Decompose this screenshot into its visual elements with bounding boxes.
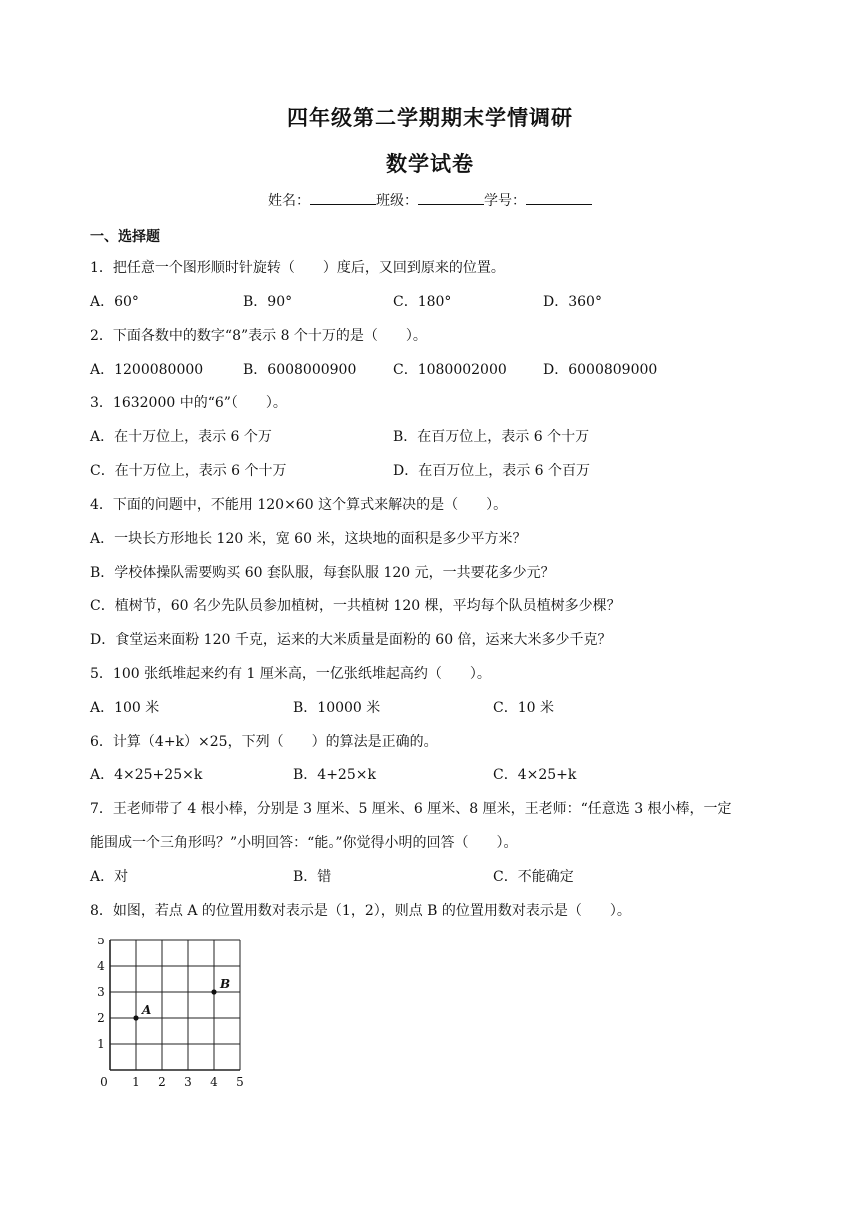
class-label: 班级： bbox=[376, 193, 418, 209]
y-tick-label: 4 bbox=[97, 959, 105, 973]
question-stem: 2．下面各数中的数字“8”表示 8 个十万的是（ ）。 bbox=[90, 328, 427, 344]
y-tick-label: 5 bbox=[97, 938, 105, 947]
option: C．在十万位上，表示 6 个十万 bbox=[90, 463, 287, 479]
question-stem: 1．把任意一个图形顺时针旋转（ ）度后，又回到原来的位置。 bbox=[90, 260, 505, 276]
x-tick-label: 1 bbox=[132, 1075, 140, 1089]
exam-subtitle: 数学试卷 bbox=[386, 152, 474, 176]
x-tick-label: 2 bbox=[158, 1075, 166, 1089]
question-stem: 5．100 张纸堆起来约有 1 厘米高，一亿张纸堆起高约（ ）。 bbox=[90, 666, 491, 682]
option: A．一块长方形地长 120 米，宽 60 米，这块地的面积是多少平方米？ bbox=[90, 531, 527, 547]
x-tick-label: 3 bbox=[184, 1075, 192, 1089]
option: A．1200080000 bbox=[90, 362, 204, 378]
section-title: 一、选择题 bbox=[90, 229, 160, 245]
name-blank[interactable] bbox=[310, 192, 376, 205]
question-stem: 8．如图，若点 A 的位置用数对表示是（1，2），则点 B 的位置用数对表示是（ ）。 bbox=[90, 903, 631, 919]
option: D．在百万位上，表示 6 个百万 bbox=[393, 463, 591, 479]
option: C．10 米 bbox=[493, 700, 554, 716]
option: D．360° bbox=[543, 294, 602, 310]
option: B．10000 米 bbox=[293, 700, 381, 716]
exam-title: 四年级第二学期期末学情调研 bbox=[287, 106, 573, 130]
option: C．4×25+k bbox=[493, 767, 577, 783]
y-tick-label: 2 bbox=[97, 1011, 105, 1025]
question-stem: 7．王老师带了 4 根小棒，分别是 3 厘米、5 厘米、6 厘米、8 厘米，王老师：“任意选 3 根小棒，一定 bbox=[90, 801, 732, 817]
point-a bbox=[133, 1015, 138, 1020]
number-label: 学号： bbox=[484, 193, 526, 209]
option: B．4+25×k bbox=[293, 767, 376, 783]
option: A．4×25+25×k bbox=[90, 767, 203, 783]
option: A．在十万位上，表示 6 个万 bbox=[90, 429, 272, 445]
question-stem-continued: 能围成一个三角形吗？”小明回答：“能。”你觉得小明的回答（ ）。 bbox=[90, 835, 518, 851]
option: A．100 米 bbox=[90, 700, 160, 716]
name-label: 姓名： bbox=[268, 193, 310, 209]
coordinate-grid bbox=[90, 938, 260, 1098]
y-tick-label: 3 bbox=[97, 985, 105, 999]
option: B．90° bbox=[243, 294, 293, 310]
number-blank[interactable] bbox=[526, 192, 592, 205]
option: C．植树节，60 名少先队员参加植树，一共植树 120 棵，平均每个队员植树多少棵？ bbox=[90, 598, 621, 614]
x-tick-label: 0 bbox=[100, 1075, 108, 1089]
question-stem: 4．下面的问题中，不能用 120×60 这个算式来解决的是（ ）。 bbox=[90, 497, 508, 513]
question-stem: 3．1632000 中的“6”（ ）。 bbox=[90, 395, 287, 411]
question-stem: 6．计算（4+k）×25，下列（ ）的算法是正确的。 bbox=[90, 734, 438, 750]
x-tick-label: 5 bbox=[236, 1075, 244, 1089]
student-info-line bbox=[0, 190, 860, 210]
option: D．食堂运来面粉 120 千克，运来的大米质量是面粉的 60 倍，运来大米多少千克？ bbox=[90, 632, 612, 648]
x-tick-label: 4 bbox=[210, 1075, 218, 1089]
option: C．不能确定 bbox=[493, 869, 574, 885]
option: B．学校体操队需要购买 60 套队服，每套队服 120 元，一共要花多少元？ bbox=[90, 565, 555, 581]
option: B．在百万位上，表示 6 个十万 bbox=[393, 429, 590, 445]
point-label-b: B bbox=[220, 977, 231, 991]
option: B．6008000900 bbox=[243, 362, 357, 378]
class-blank[interactable] bbox=[418, 192, 484, 205]
option: A．对 bbox=[90, 869, 129, 885]
option: B．错 bbox=[293, 869, 332, 885]
option: C．1080002000 bbox=[393, 362, 507, 378]
y-tick-label: 1 bbox=[97, 1037, 105, 1051]
option: D．6000809000 bbox=[543, 362, 658, 378]
option: A．60° bbox=[90, 294, 139, 310]
point-b bbox=[211, 989, 216, 994]
coordinate-grid-figure bbox=[90, 938, 260, 1102]
option: C．180° bbox=[393, 294, 452, 310]
point-label-a: A bbox=[142, 1003, 152, 1017]
